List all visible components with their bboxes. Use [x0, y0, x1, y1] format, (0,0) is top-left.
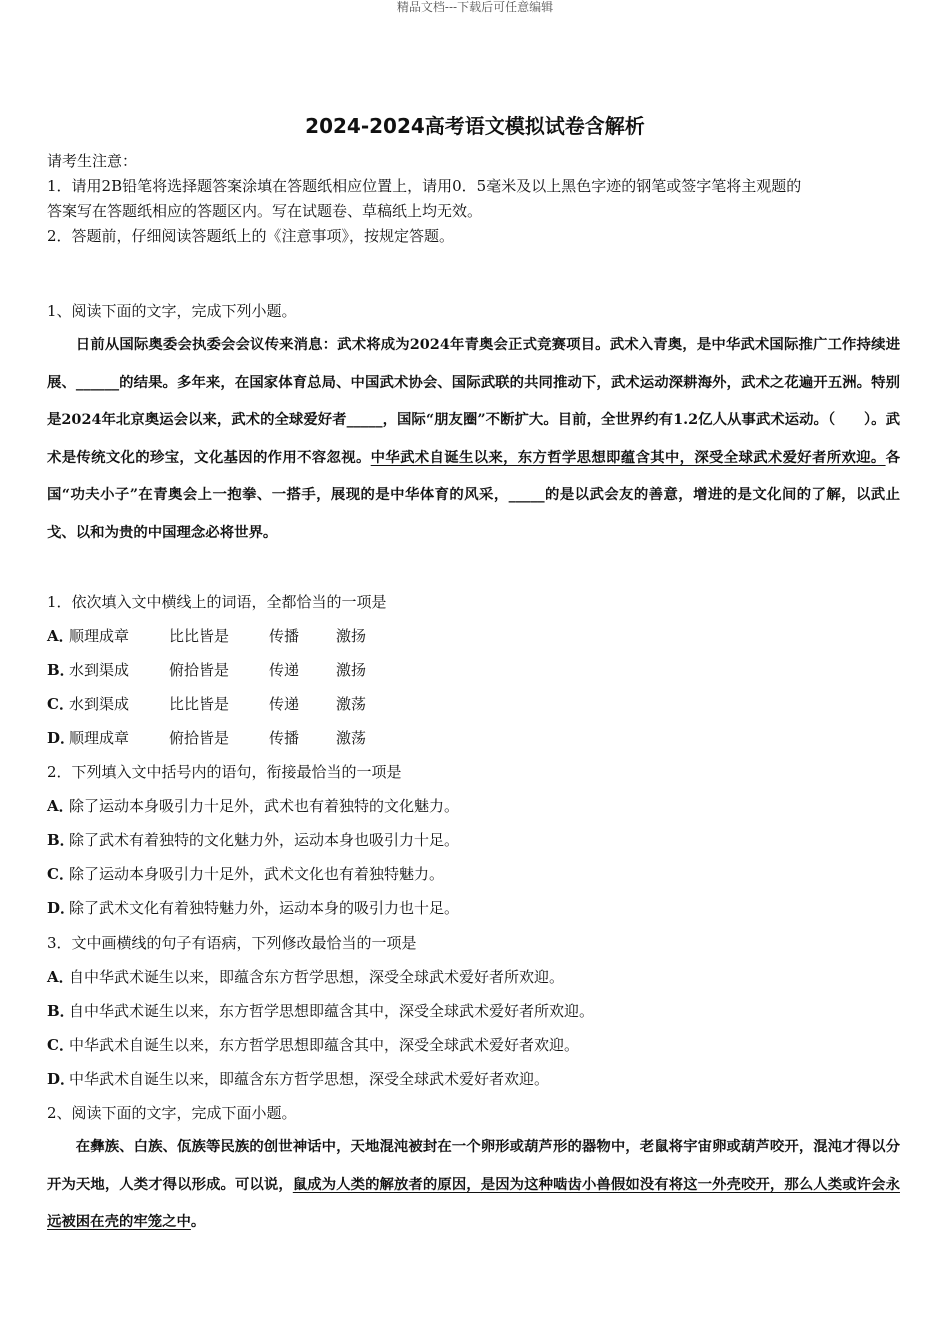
q1-option-b[interactable]	[47, 660, 366, 680]
option-word: 激荡	[336, 695, 367, 713]
passage-text-a: 在彝族、白族、佤族等民族的创世神话中，天地混沌被封在一个卵形或葫芦形的器物中，老鼠将宇宙卵或葫芦咬开，混沌才得以分开为天地，人类才得以形成。可以说，	[47, 1138, 900, 1193]
option-word: 传播	[269, 627, 300, 645]
option-letter: A．	[47, 627, 74, 645]
passage-text-b: 。	[190, 1213, 206, 1230]
option-letter: B．	[47, 831, 75, 849]
option-word: 俯拾皆是	[169, 661, 230, 679]
option-text: 自中华武术诞生以来，即蕴含东方哲学思想，深受全球武术爱好者所欢迎。	[69, 968, 565, 986]
option-word: 水到渠成	[69, 695, 130, 713]
option-letter: D．	[47, 1070, 76, 1088]
option-text: 除了武术有着独特的文化魅力外，运动本身也吸引力十足。	[69, 831, 460, 849]
option-letter: C．	[47, 1036, 74, 1054]
option-word: 激荡	[336, 729, 367, 747]
option-text: 中华武术自诞生以来，即蕴含东方哲学思想，深受全球武术爱好者欢迎。	[69, 1070, 550, 1088]
underlined-sentence: 鼠成为人类的解放者的原因，是因为这种啮齿小兽假如没有将这一外壳咬开，那么人类或许会永远被困在壳的牢笼之中	[47, 1175, 900, 1230]
q2-option-c[interactable]	[47, 864, 444, 884]
passage-text-a: 日前从国际奥委会执委会会议传来消息：武术将成为2024年青奥会正式竞赛项目。武术入青奥，是中华武术国际推广工作持续进展、______的结果。多年来，在国家体育总局、中国武术协会、国际武联的共同推动下，武术运动深耕海外，武术之花遍开五洲。特别是2024年北京奥运会以来，武术的全球爱好者_____，国际“朋友圈”不断扩大。目前，全世界约有1.2亿人从事武术运动。（ ）。武术是传统文化的珍宝，文化基因的作用不容忽视。	[47, 336, 900, 466]
option-text: 中华武术自诞生以来，东方哲学思想即蕴含其中，深受全球武术爱好者欢迎。	[69, 1036, 580, 1054]
option-word: 激扬	[336, 661, 367, 679]
section1-passage	[47, 326, 900, 551]
option-word: 激扬	[336, 627, 367, 645]
q3-option-b[interactable]	[47, 1001, 594, 1021]
option-letter: D．	[47, 899, 76, 917]
header-note: 精品文档---下载后可任意编辑	[396, 0, 554, 14]
q1-option-c[interactable]	[47, 694, 366, 714]
option-word: 传播	[269, 729, 300, 747]
option-letter: B．	[47, 1002, 75, 1020]
q1-option-d[interactable]	[47, 728, 366, 748]
section2-intro: 2、阅读下面的文字，完成下面小题。	[47, 1104, 297, 1122]
q2-option-a[interactable]	[47, 796, 459, 816]
option-word: 传递	[269, 661, 300, 679]
option-word: 水到渠成	[69, 661, 130, 679]
option-word: 顺理成章	[69, 627, 130, 645]
q2-option-d[interactable]	[47, 898, 459, 918]
option-word: 顺理成章	[69, 729, 130, 747]
notice-line-3: 2．答题前，仔细阅读答题纸上的《注意事项》，按规定答题。	[47, 227, 455, 245]
q3-option-c[interactable]	[47, 1035, 579, 1055]
underlined-sentence: 中华武术自诞生以来，东方哲学思想即蕴含其中，深受全球武术爱好者所欢迎。	[370, 448, 886, 466]
q3-option-a[interactable]	[47, 967, 564, 987]
question-2-stem: 2．下列填入文中括号内的语句，衔接最恰当的一项是	[47, 763, 402, 781]
option-word: 传递	[269, 695, 300, 713]
option-letter: D．	[47, 729, 76, 747]
option-text: 除了运动本身吸引力十足外，武术也有着独特的文化魅力。	[69, 797, 460, 815]
option-word: 比比皆是	[169, 627, 230, 645]
section2-passage	[47, 1128, 900, 1241]
option-letter: C．	[47, 865, 74, 883]
option-text: 自中华武术诞生以来，东方哲学思想即蕴含其中，深受全球武术爱好者所欢迎。	[69, 1002, 595, 1020]
option-word: 俯拾皆是	[169, 729, 230, 747]
notice-line-1: 1．请用2B铅笔将选择题答案涂填在答题纸相应位置上，请用0．5毫米及以上黑色字迹的钢笔或签字笔将主观题的	[47, 177, 802, 195]
option-letter: A．	[47, 797, 74, 815]
passage-text-b: 各国“功夫小子”在青奥会上一抱拳、一搭手，展现的是中华体育的风采，_____的是以武会友的善意，增进的是文化间的了解，以武止戈、以和为贵的中国理念必将世界。	[47, 448, 900, 541]
notice-line-2: 答案写在答题纸相应的答题区内。写在试题卷、草稿纸上均无效。	[47, 202, 483, 220]
q3-option-d[interactable]	[47, 1069, 549, 1089]
q2-option-b[interactable]	[47, 830, 459, 850]
question-3-stem: 3．文中画横线的句子有语病，下列修改最恰当的一项是	[47, 934, 417, 952]
option-word: 比比皆是	[169, 695, 230, 713]
page-title: 2024-2024高考语文模拟试卷含解析	[305, 114, 645, 138]
question-1-stem: 1．依次填入文中横线上的词语，全都恰当的一项是	[47, 593, 387, 611]
section1-intro: 1、阅读下面的文字，完成下列小题。	[47, 302, 297, 320]
option-text: 除了运动本身吸引力十足外，武术文化也有着独特魅力。	[69, 865, 445, 883]
option-letter: B．	[47, 661, 75, 679]
option-letter: C．	[47, 695, 74, 713]
option-text: 除了武术文化有着独特魅力外，运动本身的吸引力也十足。	[69, 899, 460, 917]
q1-option-a[interactable]	[47, 626, 366, 646]
notice-heading: 请考生注意：	[47, 152, 138, 170]
option-letter: A．	[47, 968, 74, 986]
